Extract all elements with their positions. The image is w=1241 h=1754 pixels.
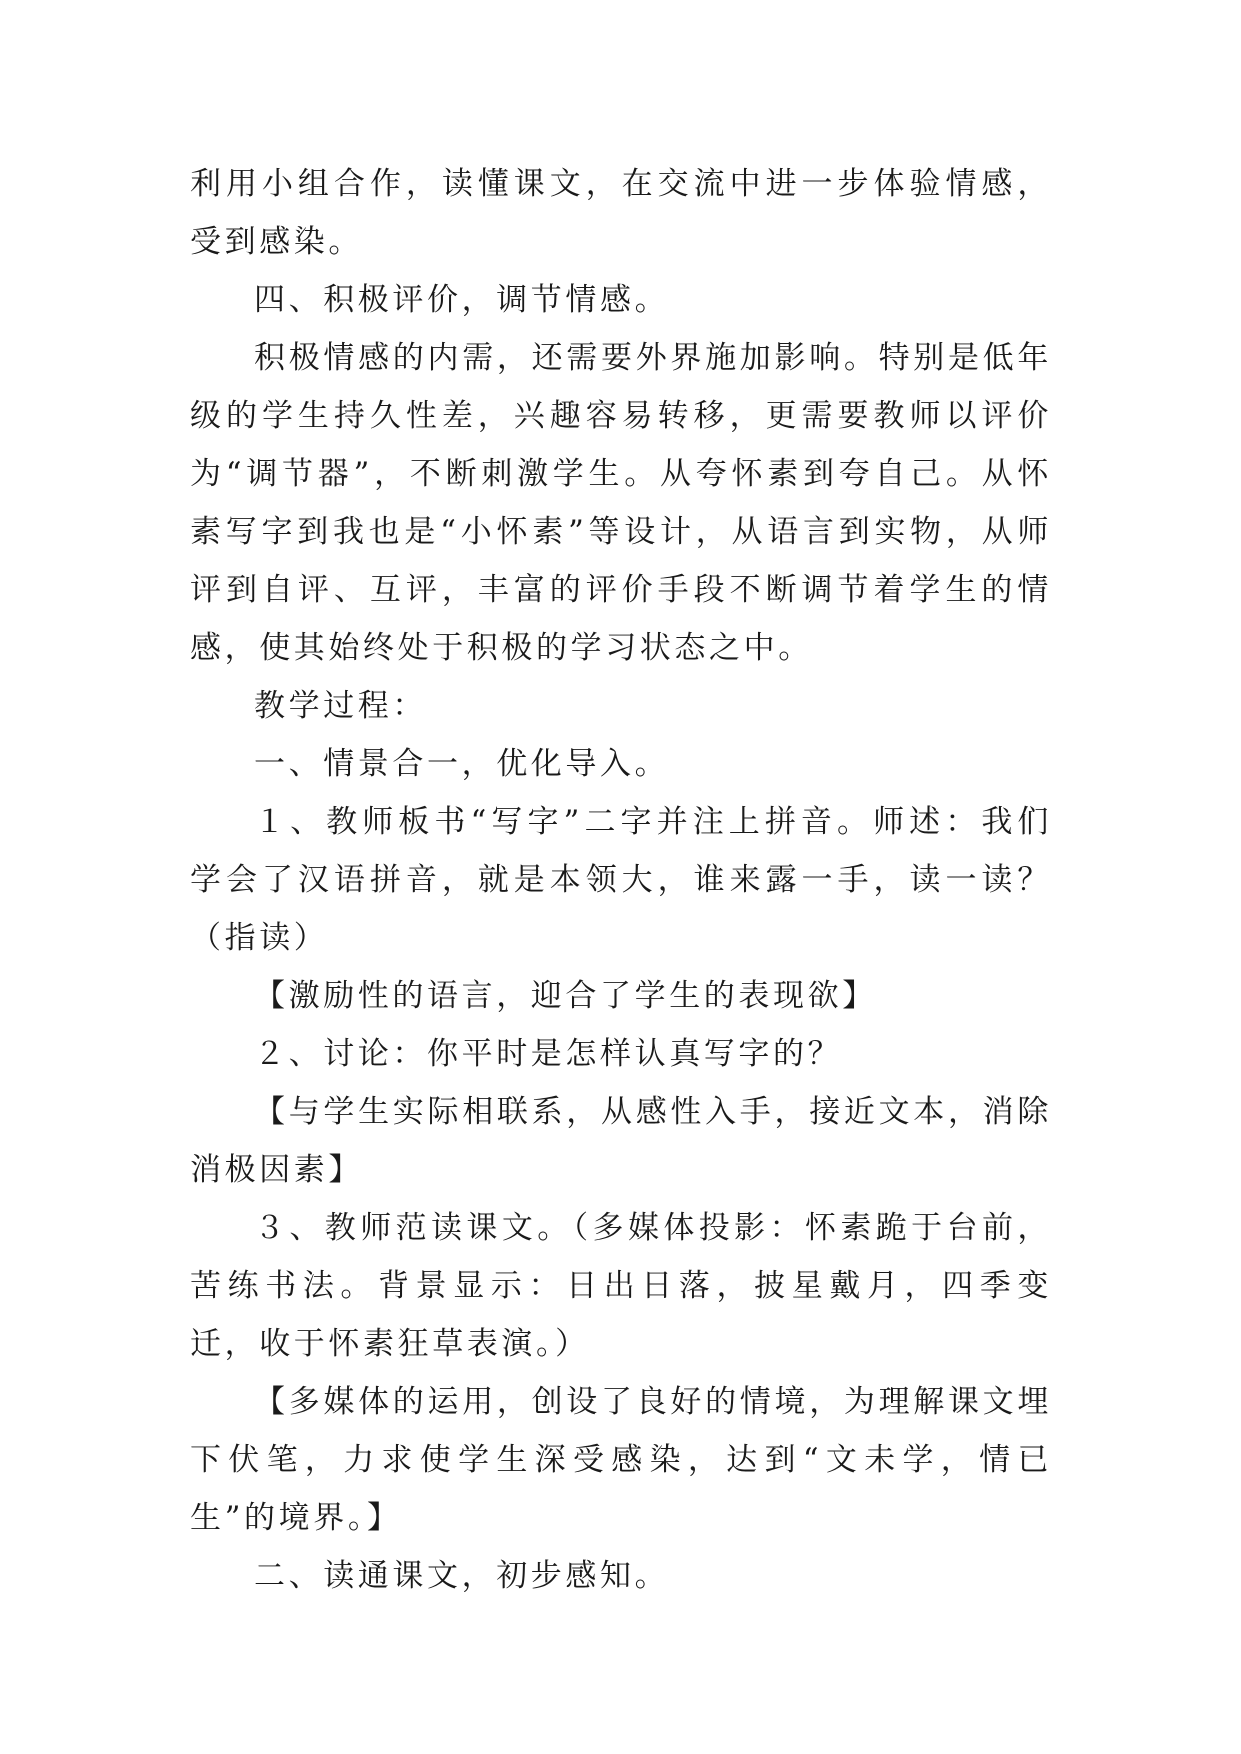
- heading-section-one: 一、情景合一，优化导入。: [254, 746, 670, 782]
- step-one: １、教师板书“写字”二字并注上拼音。师述：我们学会了汉语拼音，就是本领大，谁来露一手，读一读？（指读）: [190, 804, 1052, 956]
- note-one: 【激励性的语言，迎合了学生的表现欲】: [254, 978, 877, 1014]
- paragraph-evaluation-body: 积极情感的内需，还需要外界施加影响。特别是低年级的学生持久性差，兴趣容易转移，更需要教师以评价为“调节器”，不断刺激学生。从夸怀素到夸自己。从怀素写字到我也是“小怀素”等设计，从语言到实物，从师评到自评、互评，丰富的评价手段不断调节着学生的情感，使其始终处于积极的学习状态之中。: [190, 340, 1052, 666]
- heading-positive-evaluation: 四、积极评价，调节情感。: [254, 282, 670, 318]
- document-page: [190, 155, 1052, 1605]
- paragraph-1: 利用小组合作，读懂课文，在交流中进一步体验情感，受到感染。: [190, 166, 1052, 260]
- note-three: 【多媒体的运用，创设了良好的情境，为理解课文埋下伏笔，力求使学生深受感染，达到“文未学，情已生”的境界。】: [190, 1384, 1052, 1536]
- heading-teaching-process: 教学过程：: [254, 688, 427, 724]
- step-three: ３、教师范读课文。（多媒体投影：怀素跪于台前，苦练书法。背景显示：日出日落，披星戴月，四季变迁，收于怀素狂草表演。）: [190, 1210, 1052, 1362]
- heading-section-two: 二、读通课文，初步感知。: [254, 1558, 670, 1594]
- note-two: 【与学生实际相联系，从感性入手，接近文本，消除消极因素】: [190, 1094, 1052, 1188]
- step-two: ２、讨论：你平时是怎样认真写字的？: [254, 1036, 843, 1072]
